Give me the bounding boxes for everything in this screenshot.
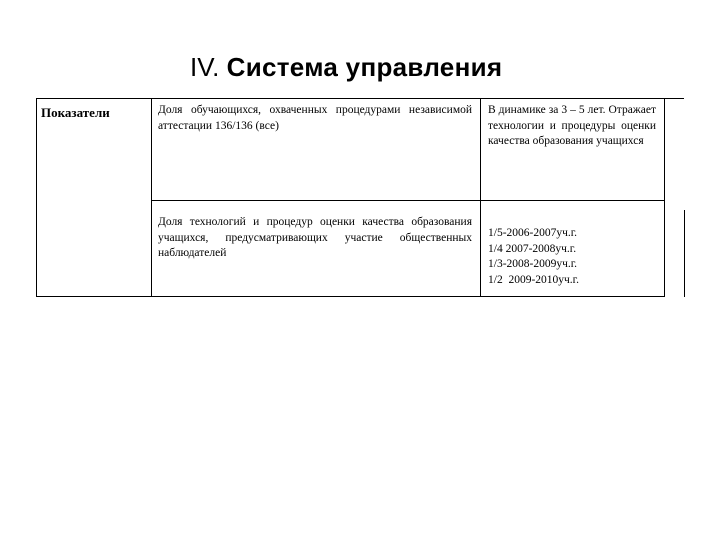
indicator-cell-2: Доля технологий и процедур оценки качества образования учащихся, предусматривающих участие общественных наблюдателей	[158, 216, 472, 259]
title-numeral: IV.	[190, 52, 220, 82]
year-item: 1/2 2009-2010уч.г.	[488, 273, 579, 286]
indicator-cell-1: Доля обучающихся, охваченных процедурами независимой аттестации 136/136 (все)	[158, 104, 472, 132]
year-item: 1/4 2007-2008уч.г.	[488, 242, 577, 255]
table-col-divider-2	[480, 98, 481, 297]
table-left-border	[36, 98, 37, 297]
row-header-cell: Показатели	[41, 105, 110, 120]
table-top-border	[36, 98, 684, 99]
table-bottom-border	[36, 296, 664, 297]
year-item: 1/5-2006-2007уч.г.	[488, 227, 578, 239]
title-text: Система управления	[226, 52, 503, 82]
years-cell	[488, 226, 658, 288]
year-item: 1/3-2008-2009уч.г.	[488, 258, 578, 270]
table-row-divider	[151, 200, 664, 201]
comment-cell-1: В динамике за 3 – 5 лет. Отражает технологии и процедуры оценки качества образования учащихся	[488, 104, 656, 147]
table-right-edge-fragment	[684, 210, 685, 297]
table-col-divider-3	[664, 98, 665, 297]
table-col-divider-1	[151, 98, 152, 297]
